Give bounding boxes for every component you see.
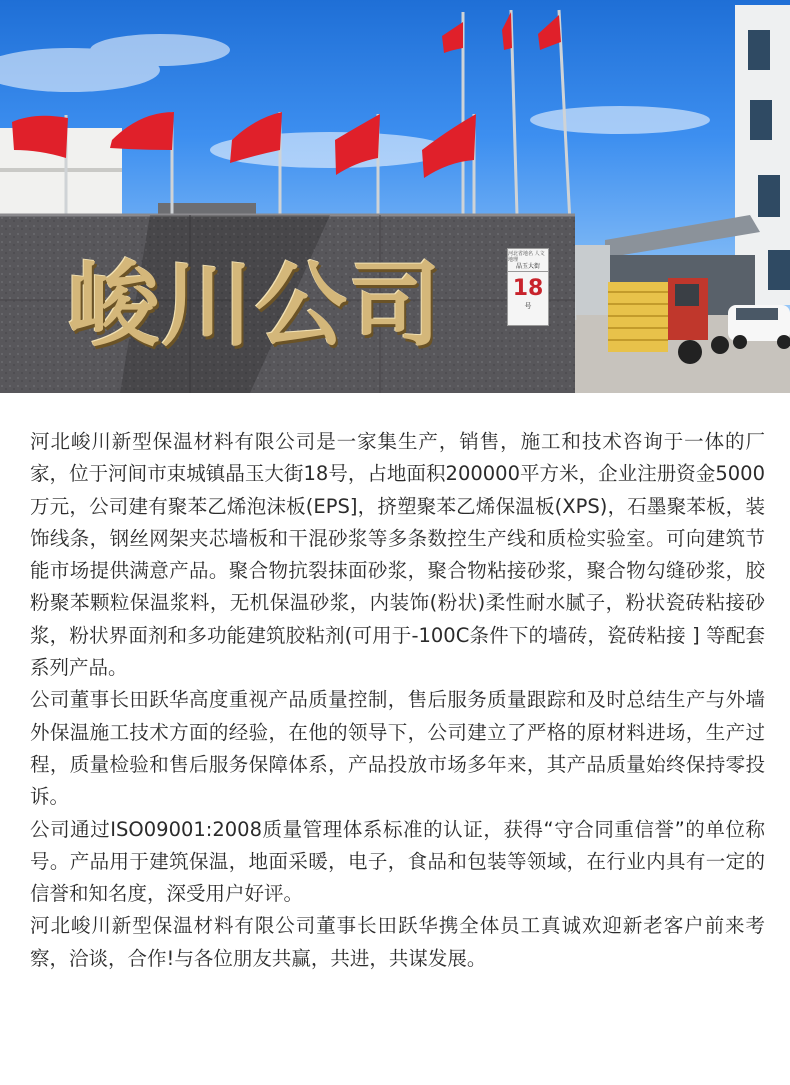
paragraph-certification: 公司通过ISO09001:2008质量管理体系标准的认证，获得“守合同重信誉”的单位称号。产品用于建筑保温，地面采暖，电子，食品和包装等领域，在行业内具有一定的信誉和知名度，深受用户好评。 bbox=[30, 817, 765, 906]
paragraph-company-intro: 河北峻川新型保温材料有限公司是一家集生产，销售，施工和技术咨询于一体的厂家，位于河间市束城镇晶玉大街18号，占地面积200000平方米，企业注册资金5000万元，公司建有聚苯乙烯泡沫板(EPS]，挤塑聚苯乙烯保温板(XPS)，石墨聚苯板，装饰线条，钢丝网架夹芯墙板和干混砂浆等多条数控生产线和质检实验室。可向建筑节能市场提供满意产品。聚合物抗裂抹面砂浆，聚合物粘接砂浆，聚合物勾缝砂浆，胶粉聚苯颗粒保温浆料，无机保温砂浆，内装饰(粉状)柔性耐水腻子，粉状瓷砖粘接砂浆，粉状界面剂和多功能建筑胶粘剂(可用于-100C条件下的墙砖，瓷砖粘接 ] 等配套系列产品。 bbox=[30, 430, 765, 680]
company-description bbox=[30, 426, 765, 975]
plaque-street-name: 晶玉大街 bbox=[508, 263, 548, 272]
sign-characters: 峻川公司 bbox=[66, 251, 443, 359]
plaque-number: 18 bbox=[512, 276, 544, 301]
paragraph-welcome: 河北峻川新型保温材料有限公司董事长田跃华携全体员工真诚欢迎新老客户前来考察，洽谈，合作!与各位朋友共赢，共进，共谋发展。 bbox=[30, 914, 765, 970]
plaque-top-text: 河北省地名 人文地理 bbox=[508, 251, 545, 263]
address-plaque bbox=[507, 248, 549, 326]
company-gate-photo bbox=[0, 0, 790, 393]
plaque-unit: 号 bbox=[524, 302, 532, 310]
company-name-sign bbox=[10, 228, 500, 368]
paragraph-quality-control: 公司董事长田跃华高度重视产品质量控制，售后服务质量跟踪和及时总结生产与外墙外保温施工技术方面的经验，在他的领导下，公司建立了严格的原材料进场，生产过程，质量检验和售后服务保障体系，产品投放市场多年来，其产品质量始终保持零投诉。 bbox=[30, 688, 765, 809]
